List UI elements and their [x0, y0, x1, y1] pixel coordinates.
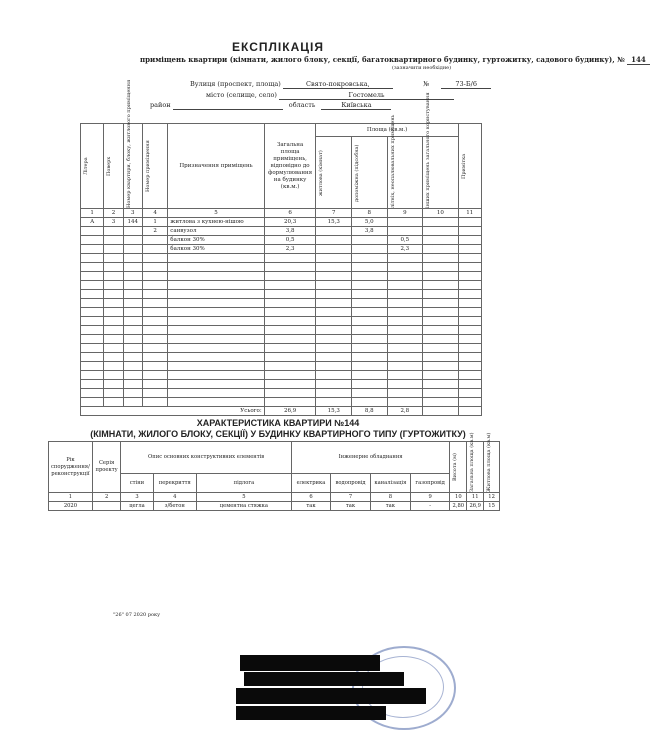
blank-row [81, 290, 482, 299]
colnum-row: 1 2 3 4 5 6 7 8 9 10 11 [81, 209, 482, 218]
city-label: місто (селище, село) [206, 91, 277, 99]
th-walls: стіни [121, 473, 153, 492]
th-electric: електрика [291, 473, 330, 492]
th-living-area: Житлова площа (кв.м) [486, 432, 493, 492]
total-loggias: 2,8 [387, 407, 423, 416]
characteristics-title-line2: (КІМНАТИ, ЖИЛОГО БЛОКУ, СЕКЦІЇ) У БУДИНКУ КВАРТИРНОГО ТИПУ (ГУРТОЖИТКУ) [90, 429, 466, 439]
total-label: Усього: [81, 407, 265, 416]
street-field [190, 80, 491, 89]
totals-row [81, 407, 482, 416]
redaction-bar [236, 688, 426, 704]
colnum-row: 1 2 3 4 5 6 7 8 9 10 11 12 [49, 493, 500, 502]
th-water: водопровід [331, 473, 371, 492]
table-row: 2020 цегла з/бетон цементна стяжка так так так - 2,80 26,9 15 [49, 502, 500, 511]
city-value: Гостомель [279, 91, 454, 100]
subtitle-text: приміщень квартири (кімнати, жилого блоку, секції, багатоквартирного будинку, гуртожитку, садового будинку), № [140, 55, 625, 64]
region-label: область [288, 101, 316, 109]
street-value: Свято-покровська, [283, 80, 393, 89]
document-subtitle [140, 55, 650, 64]
table-row: 2 санвузол 3,8 3,8 [81, 227, 482, 236]
blank-row [81, 362, 482, 371]
th-gas: газопровід [410, 473, 450, 492]
th-engineering: Інженерне обладнання [291, 442, 450, 474]
blank-row [81, 353, 482, 362]
th-total-area2: Загальна площа (кв.м) [469, 432, 476, 492]
blank-row [81, 371, 482, 380]
th-room-no: Номер приміщення [144, 140, 151, 192]
document-title: ЕКСПЛІКАЦІЯ [232, 40, 324, 54]
th-floors-cover: перекриття [153, 473, 196, 492]
blank-row [81, 254, 482, 263]
th-area-group: Площа (кв.м.) [316, 124, 458, 137]
total-auxiliary: 8,8 [352, 407, 388, 416]
th-letter: Літера [83, 157, 89, 175]
blank-row [81, 335, 482, 344]
house-label: № [422, 80, 430, 88]
th-other: інших приміщень загального користування [425, 92, 432, 208]
blank-row [81, 272, 482, 281]
table-row: балкон 30% 2,3 2,3 [81, 245, 482, 254]
blank-row [81, 281, 482, 290]
table-row: А 3 144 1 житлова з кухнею-нішою 20,3 15,3 5,0 [81, 218, 482, 227]
total-area: 26,9 [264, 407, 316, 416]
th-notes: Примітка [460, 153, 467, 179]
blank-row [81, 398, 482, 407]
blank-row [81, 389, 482, 398]
th-storey: Поверх [106, 156, 113, 176]
th-auxiliary: допоміжна (підсобна) [354, 143, 361, 202]
blank-row [81, 326, 482, 335]
apartment-number: 144 [627, 55, 650, 65]
th-height: Висота (м) [452, 453, 459, 481]
district-field [150, 101, 391, 110]
th-purpose: Призначення приміщень [168, 124, 264, 209]
th-total-area: Загальна площа приміщень, відповідно до формулювання на будинку (кв.м.) [264, 124, 316, 209]
street-label: Вулиця (проспект, площа) [190, 80, 281, 88]
characteristics-title-line1: ХАРАКТЕРИСТИКА КВАРТИРИ №144 [196, 418, 360, 428]
th-flooring: підлога [196, 473, 291, 492]
blank-row [81, 380, 482, 389]
th-sewer: каналізація [370, 473, 410, 492]
redaction-bar [240, 655, 380, 671]
th-apt-no: Номер квартири, блоку, житлового приміщення [125, 79, 132, 208]
th-living: житлова (кімнат) [318, 149, 325, 196]
table-row: балкон 30% 0,5 0,5 [81, 236, 482, 245]
blank-row [81, 263, 482, 272]
th-materials: Опис основних конструктивних елементів [121, 442, 291, 474]
blank-row [81, 344, 482, 353]
total-living: 15,3 [316, 407, 352, 416]
house-value: 73-Б/6 [441, 80, 491, 89]
subtitle-note: (зазначити необхідне) [392, 65, 452, 71]
blank-row [81, 317, 482, 326]
district-label: район [150, 101, 171, 109]
document-date: "26" 07 2020 року [113, 612, 161, 618]
th-year: Рік спорудження/реконструкції [49, 442, 93, 493]
city-field [206, 91, 454, 100]
redaction-bar [236, 706, 386, 720]
region-value: Київська [321, 101, 391, 110]
redaction-bar [244, 672, 404, 686]
blank-row [81, 308, 482, 317]
th-series: Серія проекту [92, 442, 121, 493]
th-loggias: літніх, неопалювальних приміщень [389, 114, 396, 208]
blank-row [81, 299, 482, 308]
